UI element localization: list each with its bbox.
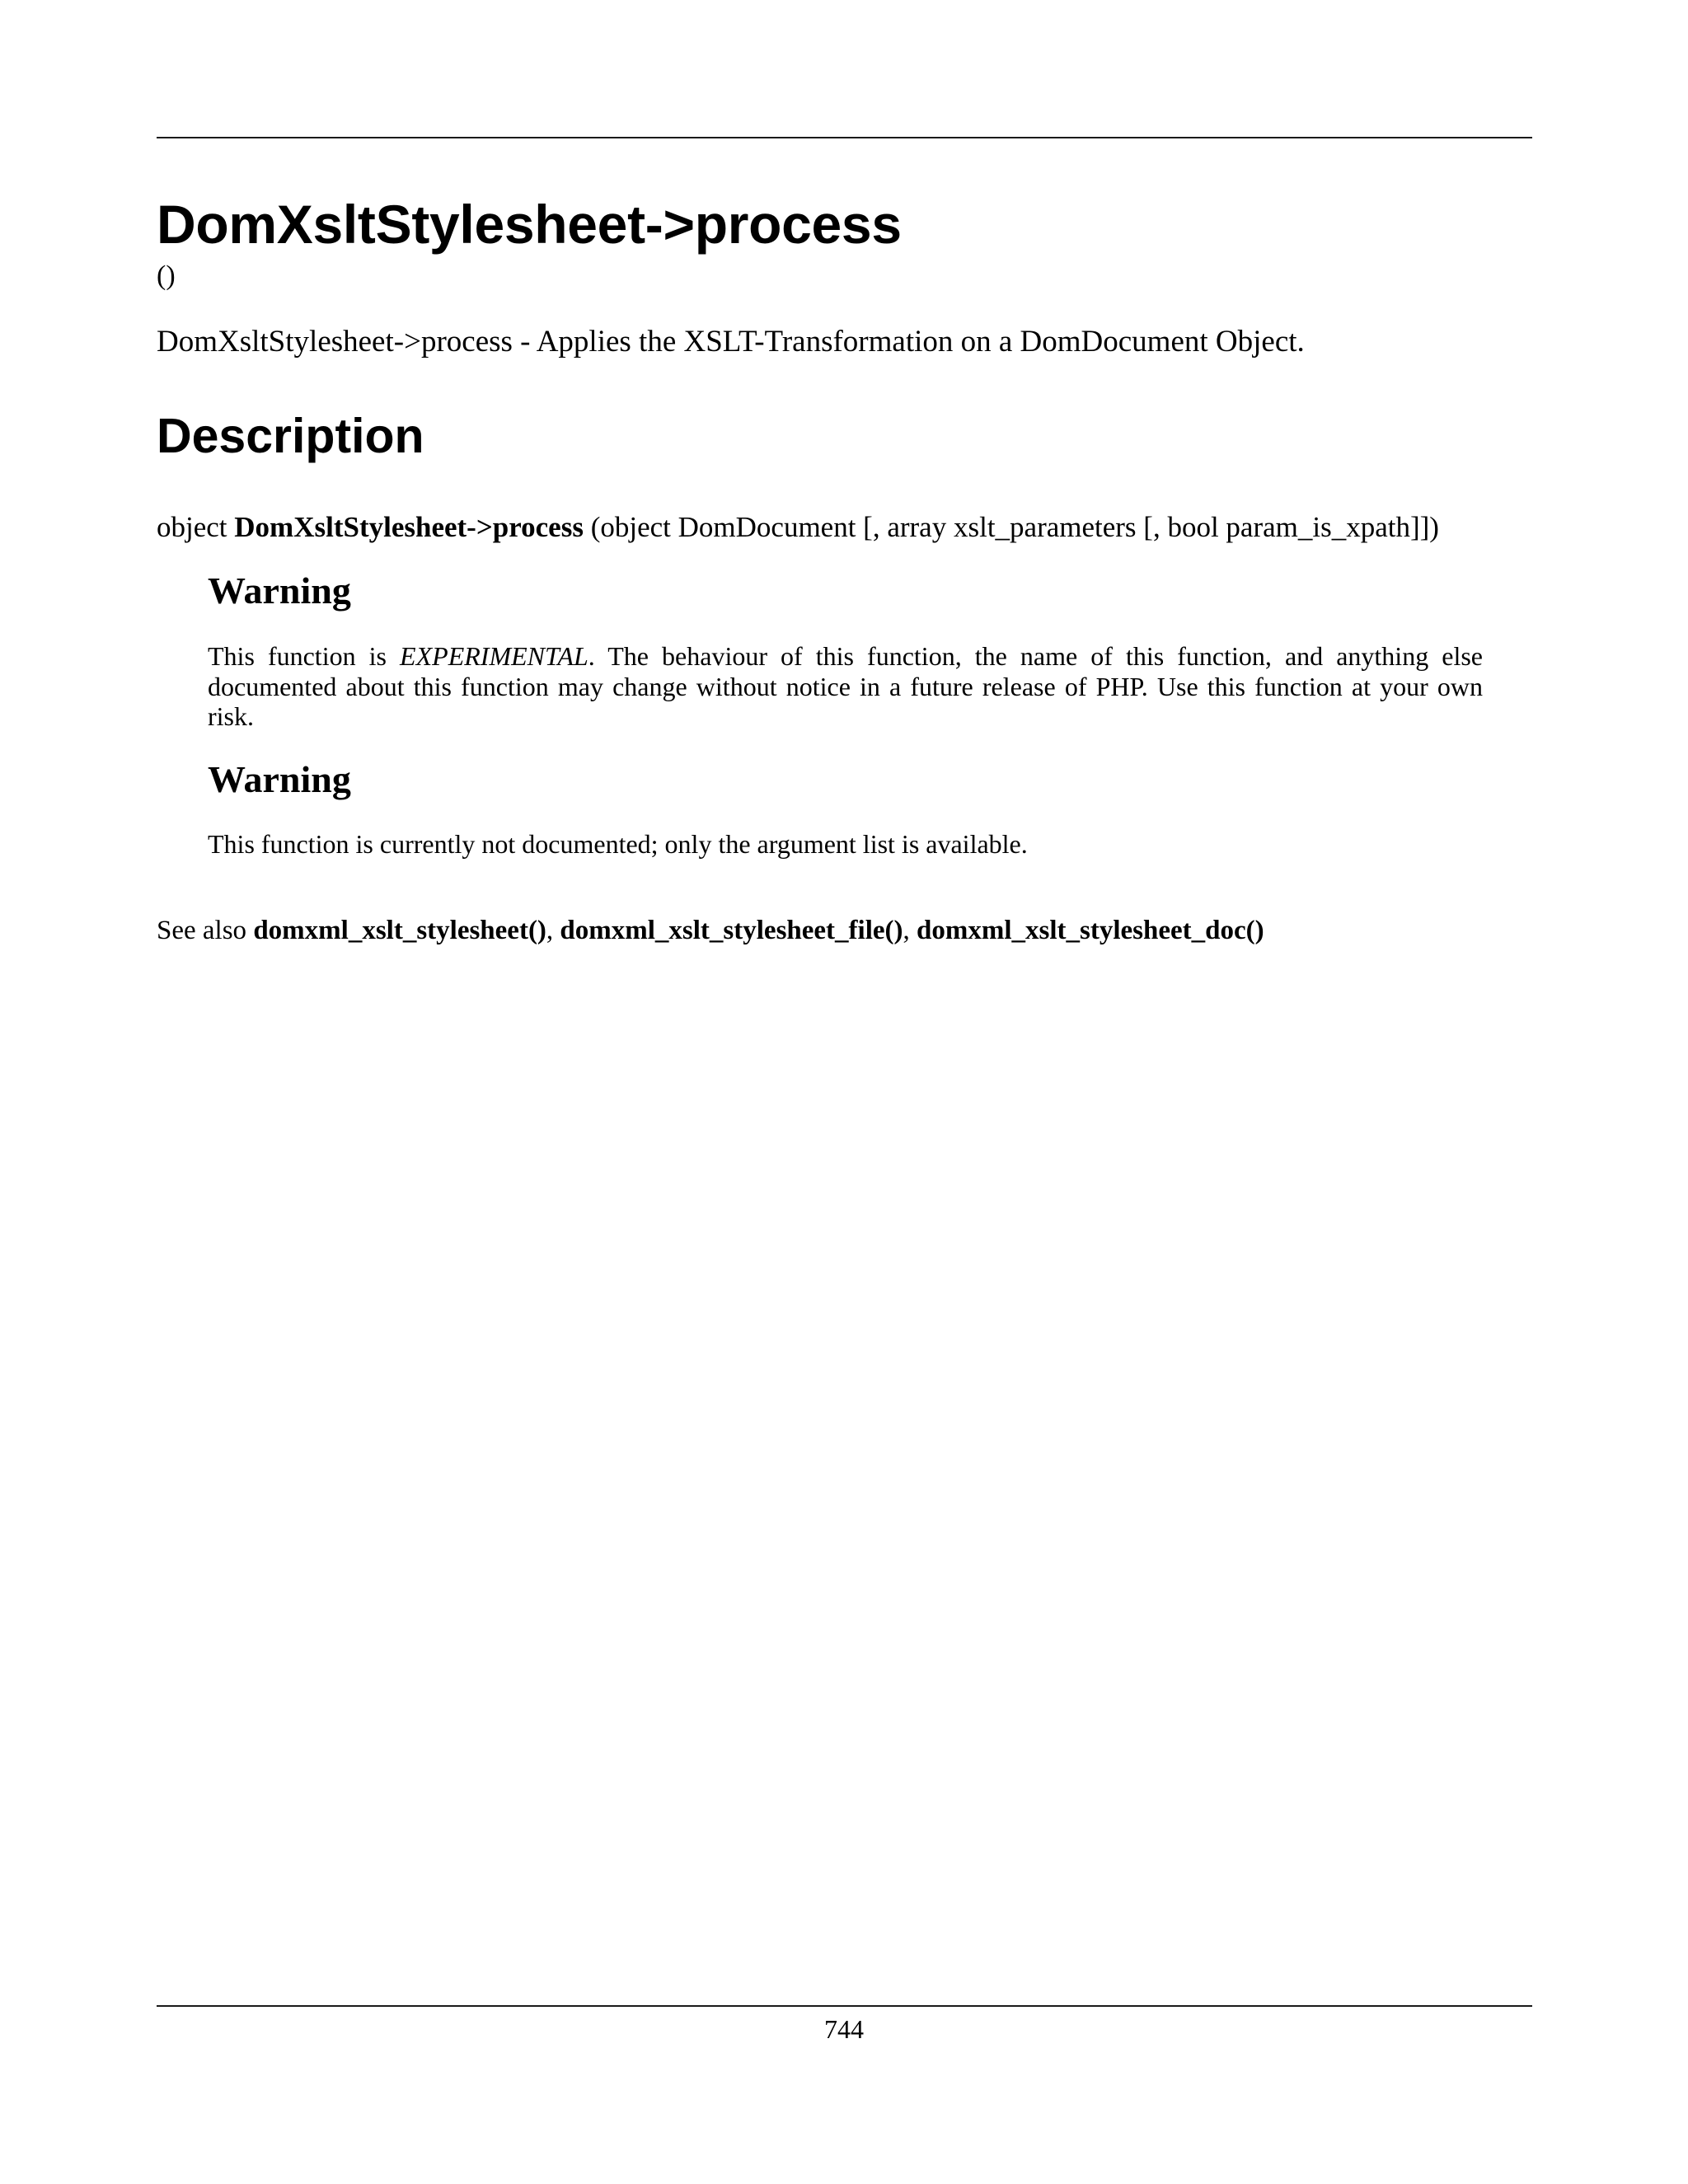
page-title: DomXsltStylesheet->process	[157, 194, 902, 255]
see-also-label: See also	[157, 916, 247, 945]
see-also-link-stylesheet[interactable]: domxml_xslt_stylesheet()	[253, 916, 546, 945]
function-params: (object DomDocument [, array xslt_parameters [, bool param_is_xpath]])	[590, 511, 1439, 543]
section-heading-description: Description	[157, 409, 424, 463]
warning-title-undocumented: Warning	[208, 758, 351, 800]
warning-text-undocumented: This function is currently not documented; only the argument list is available.	[208, 829, 1028, 859]
return-type: object	[157, 511, 227, 543]
footer-rule	[157, 2005, 1532, 2007]
see-also-link-stylesheet-file[interactable]: domxml_xslt_stylesheet_file()	[560, 916, 903, 945]
function-synopsis	[157, 509, 1439, 546]
see-also-link-stylesheet-doc[interactable]: domxml_xslt_stylesheet_doc()	[917, 916, 1264, 945]
title-parens: ()	[157, 260, 176, 291]
refentry-purpose: DomXsltStylesheet->process - Applies the XSLT-Transformation on a DomDocument Object.	[157, 325, 1305, 359]
see-also	[157, 914, 1264, 947]
warning-text-part: This function is	[208, 641, 401, 671]
header-rule	[157, 137, 1532, 138]
see-also-separator: ,	[546, 916, 560, 945]
warning-text-part: . The behaviour of this function, the name of this function, and anything else documented about this function may change without notice in a future release of PHP. Use this function at your own risk.	[208, 641, 1484, 731]
function-name: DomXsltStylesheet->process	[234, 511, 584, 543]
warning-text-experimental	[208, 641, 1483, 732]
see-also-separator: ,	[903, 916, 917, 945]
experimental-emphasis: EXPERIMENTAL	[400, 641, 588, 671]
warning-title-experimental: Warning	[208, 569, 351, 612]
page-number: 744	[824, 2014, 864, 2044]
